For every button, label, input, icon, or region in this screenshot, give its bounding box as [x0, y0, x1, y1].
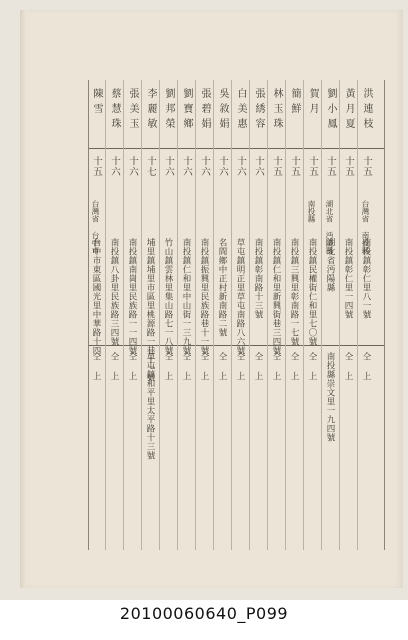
table-left-border	[88, 80, 89, 550]
cell-place: 台灣省 南投縣	[361, 200, 370, 254]
column-divider	[105, 80, 106, 550]
cell-addr: 草屯鎮明正里草屯南路八六號	[235, 238, 245, 355]
cell-place: 湖北省 沔陽縣	[325, 200, 334, 254]
column-divider	[303, 80, 304, 550]
column-divider	[339, 80, 340, 550]
cell-name: 張綉容	[253, 88, 264, 133]
column-divider	[177, 80, 178, 550]
cell-prev: 仝 上	[199, 352, 209, 381]
cell-age: 十六	[253, 156, 264, 177]
cell-age: 十五	[289, 156, 300, 177]
cell-addr: 台中市東區國光里中華路十四	[91, 238, 101, 355]
cell-name: 陳雪	[91, 88, 102, 118]
cell-age: 十五	[271, 156, 282, 177]
cell-place: 南投縣	[307, 200, 316, 223]
column-divider	[213, 80, 214, 550]
cell-addr: 南投鎮三興里彰南路一七號	[289, 238, 299, 346]
cell-age: 十六	[109, 156, 120, 177]
cell-prev: 仝 上	[109, 352, 119, 381]
cell-age: 十五	[361, 156, 372, 177]
cell-name: 劉寶鄉	[181, 88, 192, 133]
cell-age: 十五	[91, 156, 102, 177]
column-divider	[231, 80, 232, 550]
cell-name: 吳敘娟	[217, 88, 228, 133]
cell-age: 十六	[217, 156, 228, 177]
column-divider	[249, 80, 250, 550]
cell-prev: 仝 上	[271, 352, 281, 381]
cell-prev: 仝 上	[253, 352, 263, 381]
cell-name: 洪連枝	[361, 88, 372, 133]
column-divider	[141, 80, 142, 550]
cell-name: 張美玉	[127, 88, 138, 133]
cell-addr: 湖北省沔陽縣	[325, 238, 335, 292]
cell-age: 十六	[181, 156, 192, 177]
cell-addr: 埔里鎮埔里市區里桃源路一巷十一號	[145, 238, 155, 382]
cell-prev: 仝 上	[343, 352, 353, 381]
column-divider	[357, 80, 358, 550]
cell-place: 台灣省 台中市	[91, 200, 100, 254]
cell-prev: 仝 上	[127, 352, 137, 381]
column-divider	[159, 80, 160, 550]
cell-addr: 南投鎮仁和里新興街巷三四號	[271, 238, 281, 355]
cell-addr: 名間鄉中正村新南路二號	[217, 238, 227, 337]
cell-addr: 南投鎮民權街仁和里七〇號	[307, 238, 317, 346]
cell-name: 蔡慧珠	[109, 88, 120, 133]
cell-addr: 南投鎮彰仁里一四號	[343, 238, 353, 319]
cell-prev: 仝 上	[361, 352, 371, 381]
cell-name: 張碧娟	[199, 88, 210, 133]
cell-prev: 仝 上	[91, 352, 101, 381]
cell-name: 黃月夏	[343, 88, 354, 133]
cell-age: 十五	[325, 156, 336, 177]
cell-prev: 仝 上	[289, 352, 299, 381]
table-right-border	[384, 80, 385, 550]
cell-age: 十六	[163, 156, 174, 177]
cell-prev: 南投縣崇文里一九四號	[325, 352, 335, 442]
cell-addr: 南投鎮南崗里民族路一一四號	[127, 238, 137, 355]
cell-name: 簡鮮	[289, 88, 300, 118]
image-caption: 20100060640_P099	[119, 604, 289, 623]
cell-age: 十六	[199, 156, 210, 177]
cell-prev: 仝 上	[181, 352, 191, 381]
cell-prev: 草屯鎮和平里太平路十三號	[145, 352, 155, 460]
cell-prev: 仝 上	[307, 352, 317, 381]
cell-name: 李麗敏	[145, 88, 156, 133]
cell-addr: 南投鎮彰仁里八一號	[361, 238, 371, 319]
cell-addr: 南投鎮彰南路十三號	[253, 238, 263, 319]
cell-prev: 仝 上	[235, 352, 245, 381]
cell-age: 十六	[235, 156, 246, 177]
cell-prev: 仝 上	[163, 352, 173, 381]
cell-addr: 竹山鎮雲林里集山路七一八號	[163, 238, 173, 355]
column-divider	[123, 80, 124, 550]
cell-age: 十七	[145, 156, 156, 177]
cell-age: 十五	[307, 156, 318, 177]
column-divider	[285, 80, 286, 550]
column-divider	[195, 80, 196, 550]
cell-addr: 南投鎮仁和里中山街一三九號	[181, 238, 191, 355]
cell-name: 白美惠	[235, 88, 246, 133]
cell-name: 劉邦榮	[163, 88, 174, 133]
cell-age: 十六	[127, 156, 138, 177]
column-divider	[267, 80, 268, 550]
cell-name: 林玉珠	[271, 88, 282, 133]
page-crease	[20, 10, 26, 588]
cell-prev: 仝 上	[217, 352, 227, 381]
cell-addr: 南投鎮振興里民族路巷十一號	[199, 238, 209, 355]
cell-addr: 南投鎮八卦里民族路三四號	[109, 238, 119, 346]
column-divider	[321, 80, 322, 550]
cell-name: 劉小鳳	[325, 88, 336, 133]
cell-age: 十五	[343, 156, 354, 177]
cell-name: 賀月	[307, 88, 318, 118]
